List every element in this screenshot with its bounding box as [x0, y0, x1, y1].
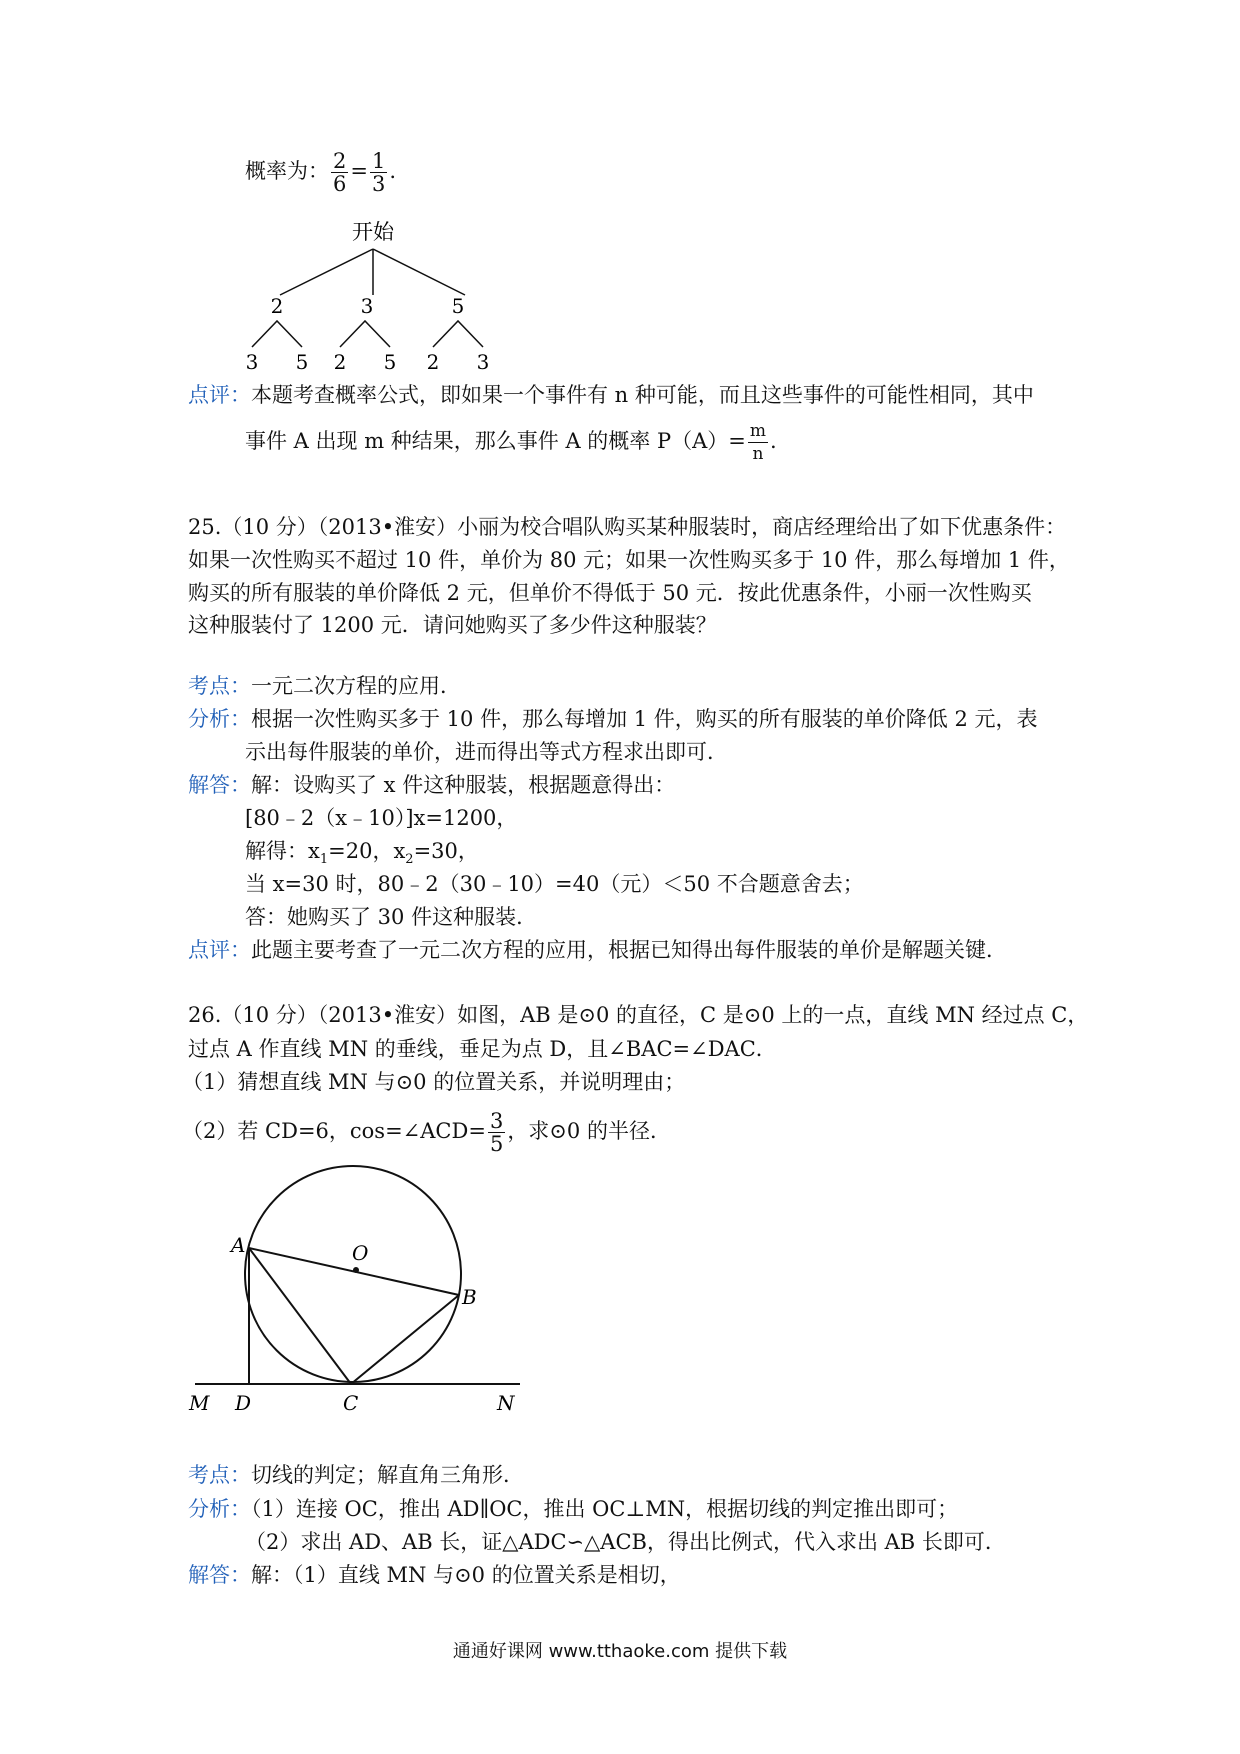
fenxi-label: 分析： — [188, 1497, 251, 1521]
label-d: D — [235, 1391, 252, 1415]
q24-comment-line1: 点评：本题考查概率公式，即如果一个事件有 n 种可能，而且这些事件的可能性相同，其中 — [188, 383, 1034, 407]
q25-line1: 25.（10 分）（2013•淮安）小丽为校合唱队购买某种服装时，商店经理给出了如下优惠条件： — [188, 515, 1067, 539]
q25-fenxi-line1: 分析：根据一次性购买多于 10 件，那么每增加 1 件，购买的所有服装的单价降低 2 元，表 — [188, 707, 1038, 731]
tree-node-l2: 5 — [383, 350, 397, 374]
fraction-2-6: $\frac{2}{6}$ — [333, 149, 347, 196]
label-c: C — [343, 1391, 359, 1415]
q26-fenxi-line1: 分析：（1）连接 OC，推出 AD∥OC，推出 OC⊥MN，根据切线的判定推出即可； — [188, 1497, 959, 1521]
q26-jieda-line1: 解答：解：（1）直线 MN 与⊙0 的位置关系是相切， — [188, 1563, 681, 1587]
kaodian-label: 考点： — [188, 1463, 251, 1487]
dianping-label: 点评： — [188, 938, 251, 962]
q25-jieda-line4: 当 x=30 时，80﹣2（30﹣10）=40（元）＜50 不合题意舍去； — [245, 872, 864, 896]
q25-line2: 如果一次性购买不超过 10 件，单价为 80 元；如果一次性购买多于 10 件，那么每增加 1 件， — [188, 548, 1070, 572]
q26-line1: 26.（10 分）（2013•淮安）如图，AB 是⊙0 的直径，C 是⊙0 上的一点，直线 MN 经过点 C， — [188, 1003, 1089, 1027]
q25-fenxi-line2: 示出每件服装的单价，进而得出等式方程求出即可． — [245, 740, 728, 764]
fraction-1-3: $\frac{1}{3}$ — [371, 149, 386, 196]
q26-part2: （2）若 CD=6，cos=∠ACD= $\frac{3}{5}$ ，求⊙0 的半径． — [182, 1109, 671, 1156]
circle-tangent-figure — [185, 1160, 525, 1425]
center-point-o — [353, 1267, 359, 1273]
tree-branch — [373, 249, 465, 295]
q25-jieda-line2: [80﹣2（x﹣10）]x=1200， — [245, 806, 518, 830]
label-n: N — [497, 1391, 515, 1415]
fraction-3-5: $\frac{3}{5}$ — [489, 1109, 504, 1156]
kaodian-label: 考点： — [188, 674, 251, 698]
tree-branch — [252, 321, 302, 347]
label-a: A — [231, 1233, 246, 1257]
segment-bc — [351, 1295, 459, 1384]
label-o: O — [352, 1241, 369, 1265]
label-b: B — [462, 1285, 477, 1309]
jieda-label: 解答： — [188, 773, 251, 797]
tree-node-l1: 2 — [270, 294, 284, 318]
q26-kaodian: 考点：切线的判定；解直角三角形． — [188, 1463, 524, 1487]
q26-fenxi-line2: （2）求出 AD、AB 长，证△ADC∽△ACB，得出比例式，代入求出 AB 长即可． — [245, 1530, 1006, 1554]
q25-jieda-line1: 解答：解：设购买了 x 件这种服装，根据题意得出： — [188, 773, 676, 797]
tree-node-l1: 5 — [451, 294, 465, 318]
q25-jieda-line3: 解得：$x_1=20$，$x_2=30$， — [245, 839, 479, 868]
tree-diagram — [240, 215, 500, 375]
circle-o — [245, 1166, 461, 1382]
fraction-m-n: $\frac{m}{n}$ — [749, 421, 766, 464]
probability-prefix: 概率为： — [245, 159, 329, 183]
tree-node-l2: 3 — [245, 350, 259, 374]
q26-line2: 过点 A 作直线 MN 的垂线，垂足为点 D，且∠BAC=∠DAC． — [188, 1037, 777, 1061]
tree-root: 开始 — [352, 220, 394, 244]
tree-node-l2: 3 — [476, 350, 490, 374]
q25-dianping: 点评：此题主要考查了一元二次方程的应用，根据已知得出每件服装的单价是解题关键． — [188, 938, 1007, 962]
q26-part1: （1）猜想直线 MN 与⊙0 的位置关系，并说明理由； — [182, 1070, 686, 1094]
tree-node-l1: 3 — [360, 294, 374, 318]
q25-line3: 购买的所有服装的单价降低 2 元，但单价不得低于 50 元．按此优惠条件，小丽一次性购买 — [188, 581, 1032, 605]
page-footer: 通通好课网 www.tthaoke.com 提供下载 — [452, 1641, 788, 1662]
tree-node-l2: 2 — [426, 350, 440, 374]
comment-label: 点评： — [188, 383, 251, 407]
jieda-label: 解答： — [188, 1563, 251, 1587]
tree-branch — [433, 321, 483, 347]
label-m: M — [189, 1391, 210, 1415]
tree-node-l2: 5 — [295, 350, 309, 374]
tree-branch — [340, 321, 390, 347]
q24-comment-line2: 事件 A 出现 m 种结果，那么事件 A 的概率 P（A）= $\frac{m}{n}$ . — [245, 421, 777, 464]
fenxi-label: 分析： — [188, 707, 251, 731]
q25-line4: 这种服装付了 1200 元．请问她购买了多少件这种服装？ — [188, 613, 717, 637]
q25-kaodian: 考点：一元二次方程的应用． — [188, 674, 461, 698]
tree-branch — [280, 249, 373, 295]
probability-line: 概率为： $\frac{2}{6}$ = $\frac{1}{3}$ . — [245, 149, 397, 196]
tree-node-l2: 2 — [333, 350, 347, 374]
q25-jieda-line5: 答：她购买了 30 件这种服装． — [245, 905, 538, 929]
